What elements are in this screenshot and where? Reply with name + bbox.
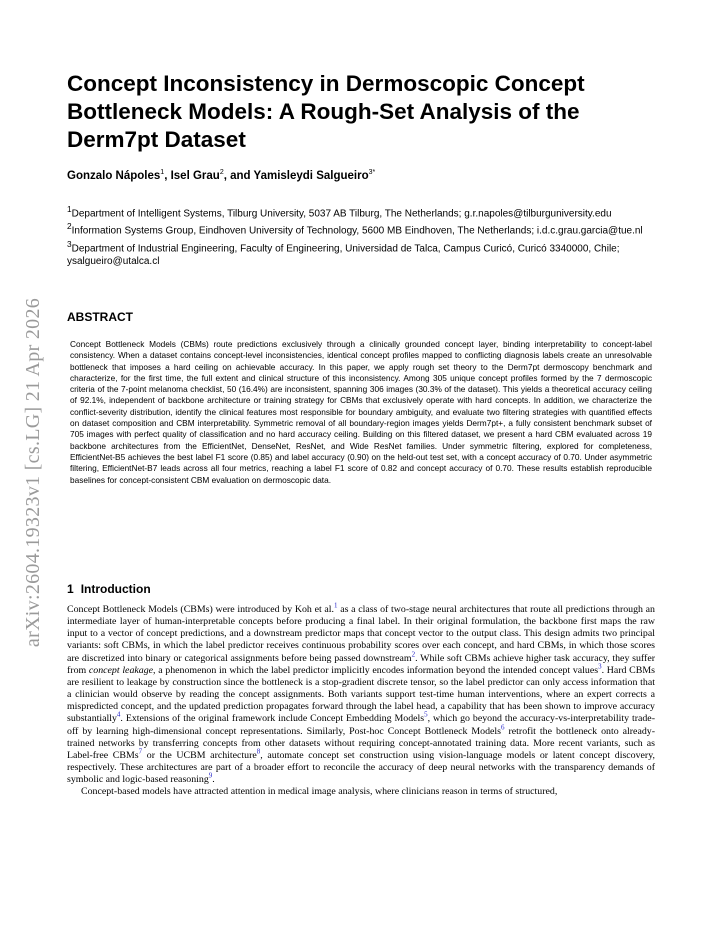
affiliation	[67, 220, 657, 237]
author-list: Gonzalo Nápoles$^1$, Isel Grau$^2$, and Yamisleydi Salgueiro$^{3*}$	[67, 169, 376, 182]
affiliation	[67, 238, 657, 269]
section-number: 1	[67, 582, 74, 596]
affiliation-text: Department of Industrial Engineering, Faculty of Engineering, Universidad de Talca, Campus Curicó, Curicó 3340000, Chile; ysalgueiro@utalca.cl	[67, 243, 620, 268]
citation-link[interactable]: 7	[138, 747, 143, 756]
author-affiliation-mark: 2	[219, 169, 224, 177]
citation-link[interactable]: 3	[598, 662, 602, 671]
emphasized-term: concept leakage	[88, 664, 154, 676]
section-heading-introduction	[67, 582, 151, 596]
arxiv-identifier: arXiv:2604.19323v1 [cs.LG] 21 Apr 2026	[22, 297, 45, 647]
citation-link[interactable]: 6	[501, 723, 505, 732]
citation-link[interactable]: 5	[424, 711, 428, 720]
citation-link[interactable]: 1	[334, 601, 338, 610]
citation-link[interactable]: 2	[411, 650, 416, 659]
author-affiliation-mark: 3*	[368, 169, 376, 177]
section-title: Introduction	[80, 582, 151, 596]
affiliation	[67, 203, 657, 220]
introduction-paragraph-2: Concept-based models have attracted attention in medical image analysis, where clinicians reason in terms of structured,	[81, 786, 558, 798]
citation-link[interactable]: 9	[208, 771, 213, 780]
affiliation-text: Information Systems Group, Eindhoven University of Technology, 5600 MB Eindhoven, The Netherlands; i.d.c.grau.garcia@tue.nl	[71, 225, 643, 237]
citation-link[interactable]: 8	[256, 747, 261, 756]
arxiv-sidebar-stamp	[19, 262, 49, 682]
paper-title: Concept Inconsistency in Dermoscopic Concept Bottleneck Models: A Rough-Set Analysis of the Derm7pt Dataset	[67, 71, 585, 152]
author-name: Isel Grau	[170, 170, 220, 182]
abstract-heading: ABSTRACT	[67, 310, 133, 324]
introduction-body	[67, 601, 655, 799]
affiliation-mark: 2	[67, 221, 72, 232]
author-name: Yamisleydi Salgueiro	[253, 170, 369, 182]
citation-link[interactable]: 4	[116, 711, 121, 720]
introduction-paragraph-1: Concept Bottleneck Models (CBMs) were introduced by Koh et al.$^1$ as a class of two-stage neural architectures that route all predictions through an intermediate layer of human-interpretable concepts before producing a final label. In their original formulation, the backbone first maps the raw input to a vector of concept predictions, and a downstream predictor maps that concept vector to the output class. This design admits two principal variants: soft CBMs, in which the label predictor receives continuous probability scores over each concept, and hard CBMs, in which those scores are discretized into binary or categorical assignments before being passed downstream$^2$. While soft CBMs achieve higher task accuracy, they suffer from concept leakage, a phenomenon in which the label predictor implicitly encodes information beyond the intended concept values$^3$. Hard CBMs are resilient to leakage by construction since the bottleneck is a stop-gradient discrete tensor, so the label predictor can only access information that a clinician would observe by reading the concept assignments. Both variants support test-time human interventions, where an expert corrects a mispredicted concept, and the updated prediction propagates forward through the label head, a capability that has been shown to improve accuracy substantially$^4$. Extensions of the original framework include Concept Embedding Models$^5$, which go beyond the accuracy-vs-interpretability trade-off by learning high-dimensional concept representations. Similarly, Post-hoc Concept Bottleneck Models$^6$ retrofit the bottleneck onto already-trained networks by transferring concepts from other datasets without requiring concept-annotated training data. More recent variants, such as Label-free CBMs$^7$ or the UCBM architecture$^8$, automate concept set construction using vision-language models or latent concept discovery, respectively. These architectures are part of a broader effort to reconcile the accuracy of deep neural networks with the transparency demands of symbolic and logic-based reasoning$^9$.	[67, 601, 655, 786]
affiliation-mark: 3	[67, 238, 72, 249]
affiliation-mark: 1	[67, 204, 72, 214]
author-affiliation-mark: 1	[160, 169, 165, 177]
affiliations	[67, 203, 657, 268]
abstract-text: Concept Bottleneck Models (CBMs) route predictions exclusively through a clinically grounded concept layer, binding interpretability to concept-label consistency. When a dataset contains concept-level inconsistencies, identical concept profiles mapped to conflicting diagnosis labels create an unresolvable bottleneck that imposes a hard ceiling on achievable accuracy. In this paper, we apply rough set theory to the Derm7pt dermoscopy benchmark and characterize, for the first time, the full extent and clinical structure of this inconsistency. Among 305 unique concept profiles formed by the 7 dermoscopic criteria of the 7-point melanoma checklist, 50 (16.4%) are inconsistent, spanning 306 images (30.3% of the dataset). This yields a theoretical accuracy ceiling of 92.1%, independent of backbone architecture or training strategy for CBMs that exclusively operate with hard concepts. In addition, we characterize the conflict-severity distribution, identify the clinical features most responsible for boundary ambiguity, and evaluate two filtering strategies with quantified effects on dataset composition and CBM interpretability. Symmetric removal of all boundary-region images yields Derm7pt+, a fully consistent benchmark subset of 705 images with perfect quality of classification and no hard accuracy ceiling. Building on this filtered dataset, we present a hard CBM evaluated across 19 backbone architectures from the EfficientNet, DenseNet, ResNet, and Wide ResNet families. Under symmetric filtering, explored for completeness, EfficientNet-B5 achieves the best label F1 score (0.85) and label accuracy (0.90) on the held-out test set, with a concept accuracy of 0.70. Under asymmetric filtering, EfficientNet-B7 leads across all four metrics, reaching a label F1 score of 0.82 and concept accuracy of 0.70. These results establish reproducible baselines for concept-consistent CBM evaluation on dermoscopic data.	[70, 339, 652, 485]
author-name: Gonzalo Nápoles	[67, 170, 161, 182]
affiliation-text: Department of Intelligent Systems, Tilburg University, 5037 AB Tilburg, The Netherlands; g.r.napoles@tilburguniversity.edu	[71, 208, 612, 220]
